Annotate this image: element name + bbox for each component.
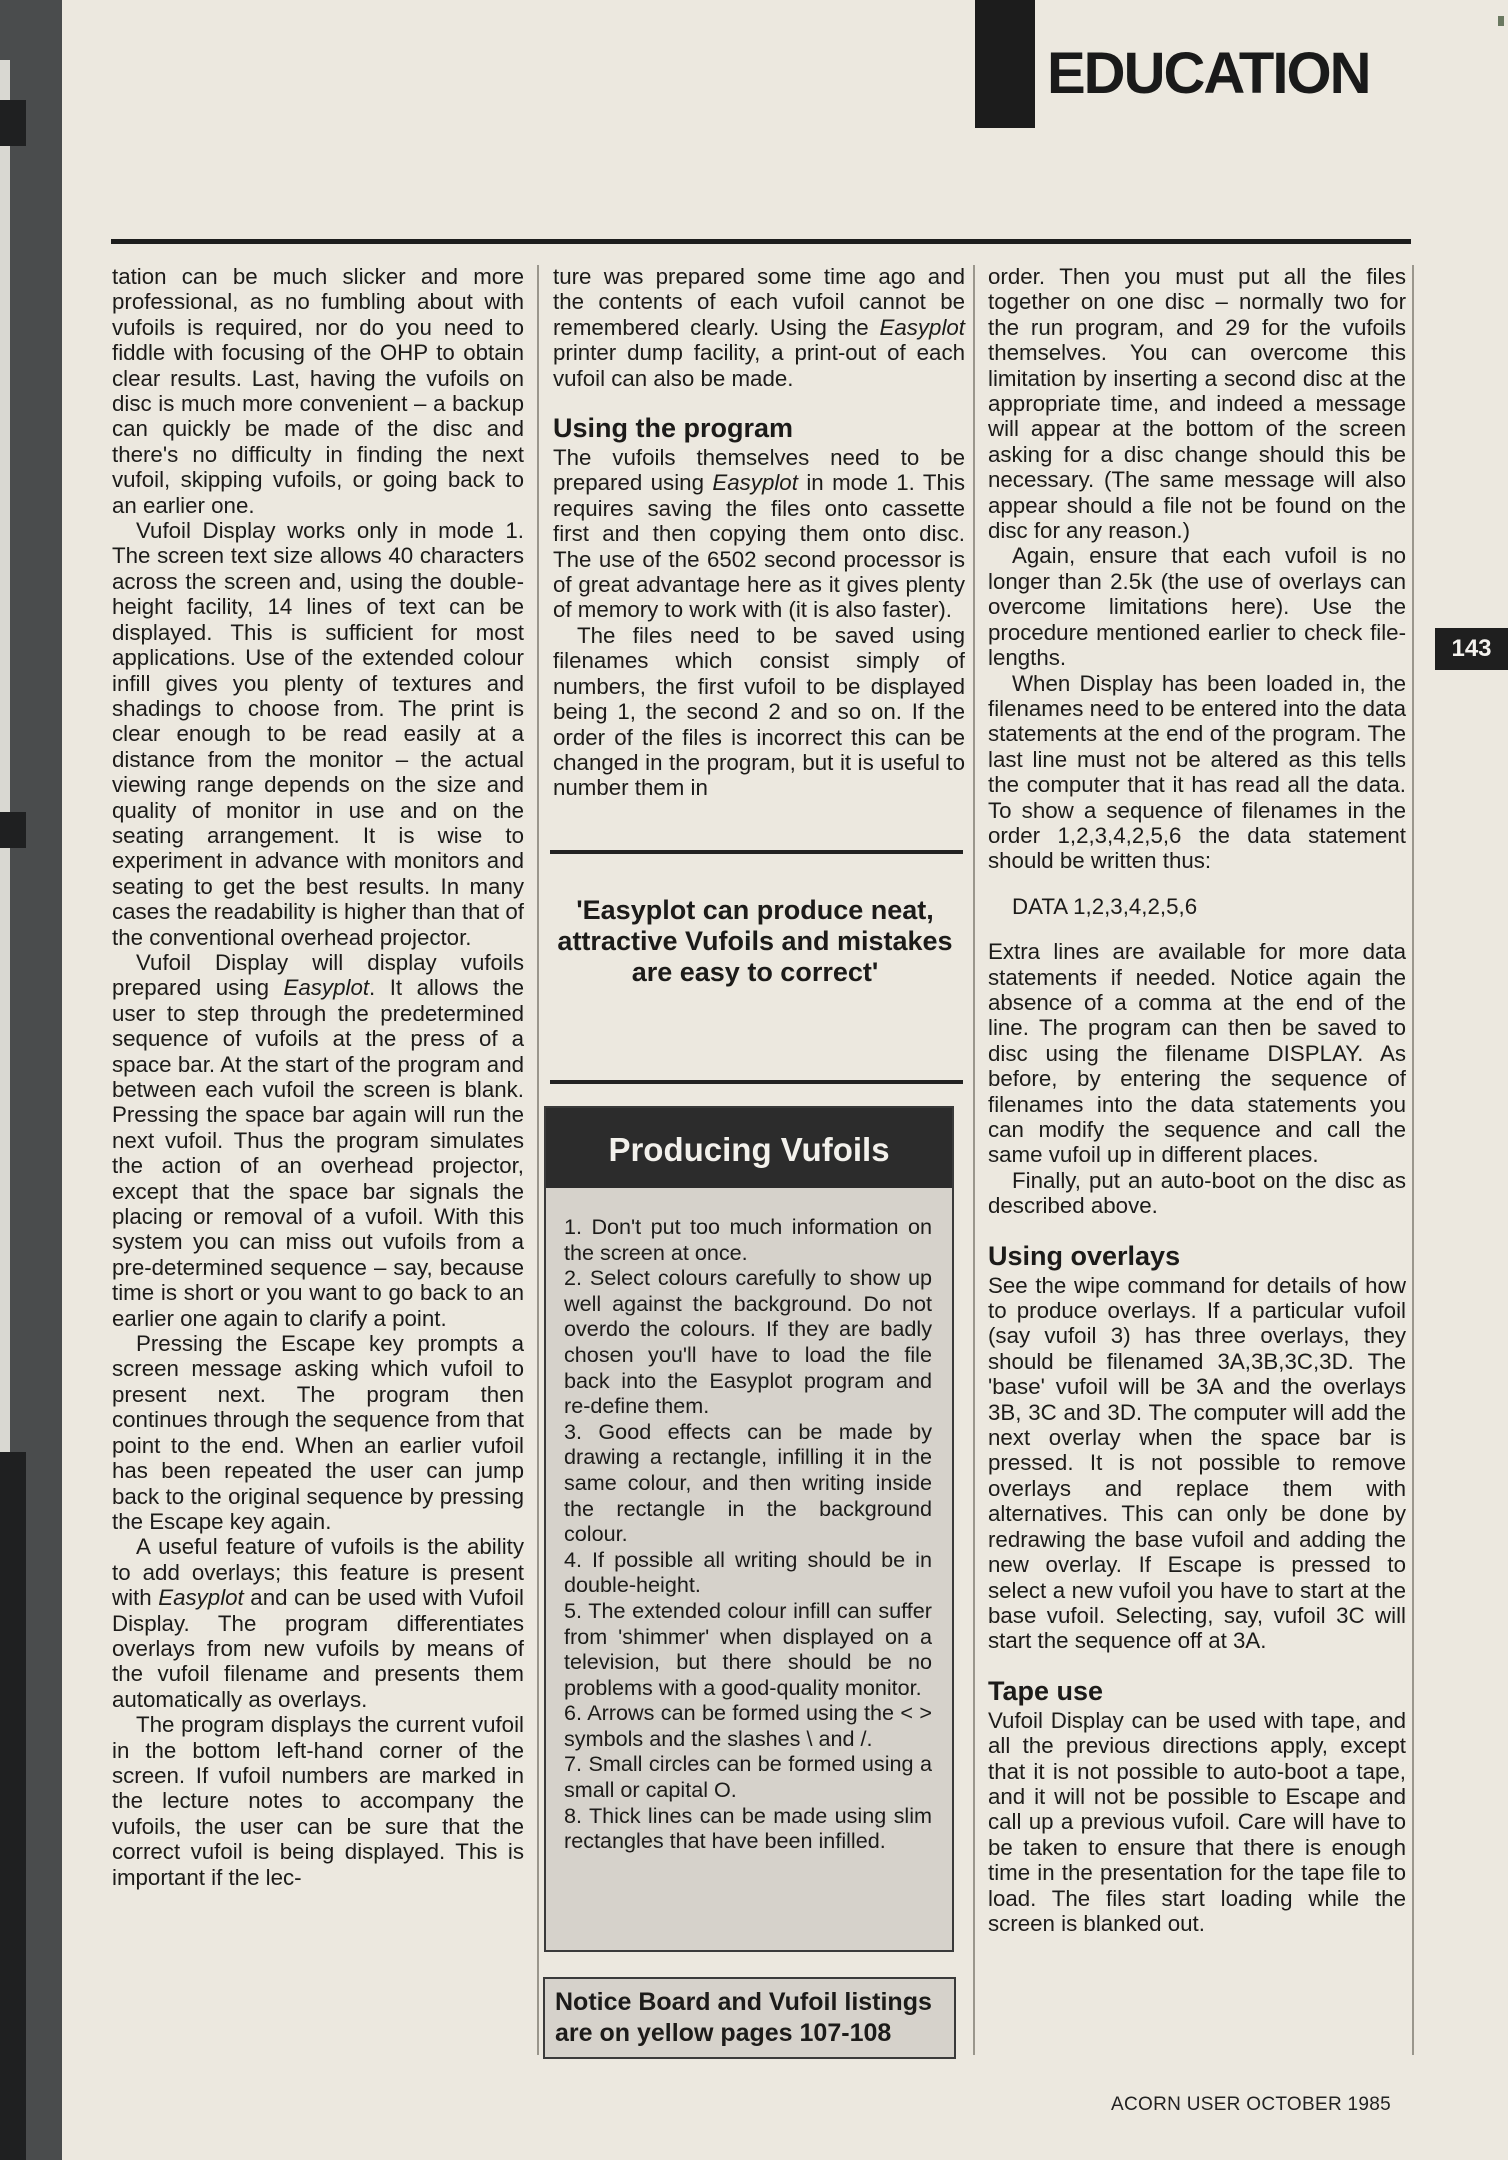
section-title: EDUCATION (1047, 41, 1370, 106)
paragraph: The files need to be saved using filenames which consist simply of numbers, the first vufoil to be displayed being 1, the second 2 and so on. If the order of the files is incorrect this can be changed in the program, but it is useful to number them in (553, 622, 965, 801)
paragraph: Finally, put an auto-boot on the disc as described above. (988, 1167, 1406, 1219)
pull-quote: 'Easyplot can produce neat, attractive Vufoils and mistakes are easy to correct' (557, 895, 953, 987)
tips-box (544, 1106, 954, 1952)
paragraph: Extra lines are available for more data statements if needed. Notice again the absence of a comma at the end of the line. The program can then be saved to disc using the filename DISPLAY. As before, by entering the sequence of filenames into the data statements you can modify the sequence and call the same vufoil up in different places. (988, 939, 1406, 1168)
page-number-tab: 143 (1435, 628, 1508, 670)
list-item: 6. Arrows can be formed using the < > symbols and the slashes \ and /. (564, 1700, 932, 1751)
paragraph: order. Then you must put all the files together on one disc – normally two for the run program, and 29 for the vufoils themselves. You can overcome this limitation by inserting a second disc at the appropriate time, and indeed a message will appear at the bottom of the screen asking for a disc change should this be necessary. (The same message will also appear should a file not be found on the disc for any reason.) (988, 264, 1406, 544)
column-1 (112, 264, 524, 1890)
notice-box: Notice Board and Vufoil listings are on yellow pages 107-108 (543, 1977, 956, 2059)
spine-mark (0, 1452, 26, 2160)
tips-list (564, 1214, 932, 1854)
paragraph: When Display has been loaded in, the filenames need to be entered into the data statements at the end of the program. The last line must not be altered as this tells the computer that it has read all the data. To show a sequence of filenames in the order 1,2,3,4,2,5,6 the data statement should be written thus: (988, 670, 1406, 874)
list-item: 2. Select colours carefully to show up well against the background. Do not overdo the colours. If they are badly chosen you'll have to load the file back into the Easyplot program and re-define them. (564, 1265, 932, 1419)
pull-quote-rule-top (550, 850, 963, 854)
spine-mark (0, 812, 26, 848)
spine-mark (0, 100, 26, 146)
page-footer: ACORN USER OCTOBER 1985 (1111, 2094, 1392, 2115)
list-item: 8. Thick lines can be made using slim rectangles that have been infilled. (564, 1802, 932, 1854)
subheading: Using overlays (988, 1240, 1181, 1271)
column-2 (553, 264, 965, 801)
column-rule (973, 265, 975, 2055)
list-item: 5. The extended colour infill can suffer from 'shimmer' when displayed on a television, but there should be no problems with a good-quality monitor. (564, 1597, 932, 1700)
subheading: Using the program (553, 413, 794, 444)
book-spine (0, 0, 62, 2160)
header-block (975, 0, 1035, 128)
page-edge-mark (1498, 16, 1504, 26)
list-item: 4. If possible all writing should be in double-height. (564, 1546, 932, 1598)
subheading: Tape use (988, 1675, 1104, 1706)
tips-box-title: Producing Vufoils (546, 1108, 952, 1188)
paragraph: The program displays the current vufoil in the bottom left-hand corner of the screen. If vufoil numbers are marked in the lecture notes to accompany the vufoils, the user can be sure that the correct vufoil is being displayed. This is important if the lec- (112, 1712, 524, 1890)
paragraph: Vufoil Display will display vufoils prepared using Easyplot. It allows the user to step through the predetermined sequence of vufoils at the press of a space bar. At the start of the program and between each vufoil the screen is blank. Pressing the space bar again will run the next vufoil. Thus the program simulates the action of an overhead projector, except that the space bar signals the placing or removal of a vufoil. With this system you can miss out vufoils from a pre-determined sequence – say, because time is short or you want to go back to an earlier one again to clarify a point. (112, 949, 525, 1331)
list-item: 3. Good effects can be made by drawing a rectangle, infilling it in the same colour, and then writing inside the rectangle in the background colour. (564, 1418, 932, 1547)
paragraph: Again, ensure that each vufoil is no longer than 2.5k (the use of overlays can overcome limitations here). Use the procedure mentioned earlier to check file-lengths. (988, 543, 1406, 671)
list-item: 7. Small circles can be formed using a small or capital O. (564, 1751, 932, 1803)
column-rule (1412, 265, 1414, 2055)
column-rule (537, 265, 539, 2055)
paragraph: See the wipe command for details of how to produce overlays. If a particular vufoil (say vufoil 3) has three overlays, they should be filenamed 3A,3B,3C,3D. The 'base' vufoil will be 3A and the overlays 3B, 3C and 3D. The computer will add the next overlay when the space bar is pressed. It is not possible to remove overlays and replace them with alternatives. This can only be done by redrawing the base vufoil and adding the new overlay. If Escape is pressed to select a new vufoil you have to start at the base vufoil. Selecting, say, vufoil 3C will start the sequence off at 3A. (988, 1272, 1406, 1654)
paragraph: Vufoil Display works only in mode 1. The screen text size allows 40 characters across the screen and, using the double-height facility, 14 lines of text can be displayed. This is sufficient for most applications. Use of the extended colour infill gives you plenty of textures and shadings to choose from. The print is clear enough to be read easily at a distance from the monitor – the actual viewing range depends on the size and quality of monitor in use and on the seating arrangement. It is wise to experiment in advance with monitors and seating to get the best results. In many cases the readability is higher than that of the conventional overhead projector. (112, 518, 524, 950)
code-line: DATA 1,2,3,4,2,5,6 (1012, 893, 1198, 919)
paragraph: A useful feature of vufoils is the ability to add overlays; this feature is present with Easyplot and can be used with Vufoil Display. The program differentiates overlays from new vufoils by means of the vufoil filename and presents them automatically as overlays. (112, 1534, 524, 1712)
column-3 (988, 264, 1406, 1936)
paragraph: ture was prepared some time ago and the contents of each vufoil cannot be remembered clearly. Using the Easyplot printer dump facility, a print-out of each vufoil can also be made. (553, 264, 965, 391)
pull-quote-rule-bottom (550, 1080, 963, 1084)
header-rule (111, 239, 1411, 244)
paragraph: Vufoil Display can be used with tape, and all the previous directions apply, except that it is not possible to auto-boot a tape, and it will not be possible to Escape and call up a previous vufoil. Care will have to be taken to ensure that there is enough time in the presentation for the tape file to load. The files start loading while the screen is blanked out. (988, 1707, 1406, 1936)
paragraph: tation can be much slicker and more professional, as no fumbling about with vufoils is required, nor do you need to fiddle with focusing of the OHP to obtain clear results. Last, having the vufoils on disc is much more convenient – a backup can quickly be made of the disc and there's no difficulty in finding the next vufoil, skipping vufoils, or going back to an earlier one. (112, 264, 524, 518)
list-item: 1. Don't put too much information on the screen at once. (564, 1214, 932, 1265)
paragraph: The vufoils themselves need to be prepared using Easyplot in mode 1. This requires saving the files onto cassette first and then copying them onto disc. The use of the 6502 second processor is of great advantage here as it gives plenty of memory to work with (it is also faster). (553, 445, 965, 623)
paragraph: Pressing the Escape key prompts a screen message asking which vufoil to present next. The program then continues through the sequence from that point to the end. When an earlier vufoil has been repeated the user can jump back to the original sequence by pressing the Escape key again. (112, 1331, 524, 1534)
